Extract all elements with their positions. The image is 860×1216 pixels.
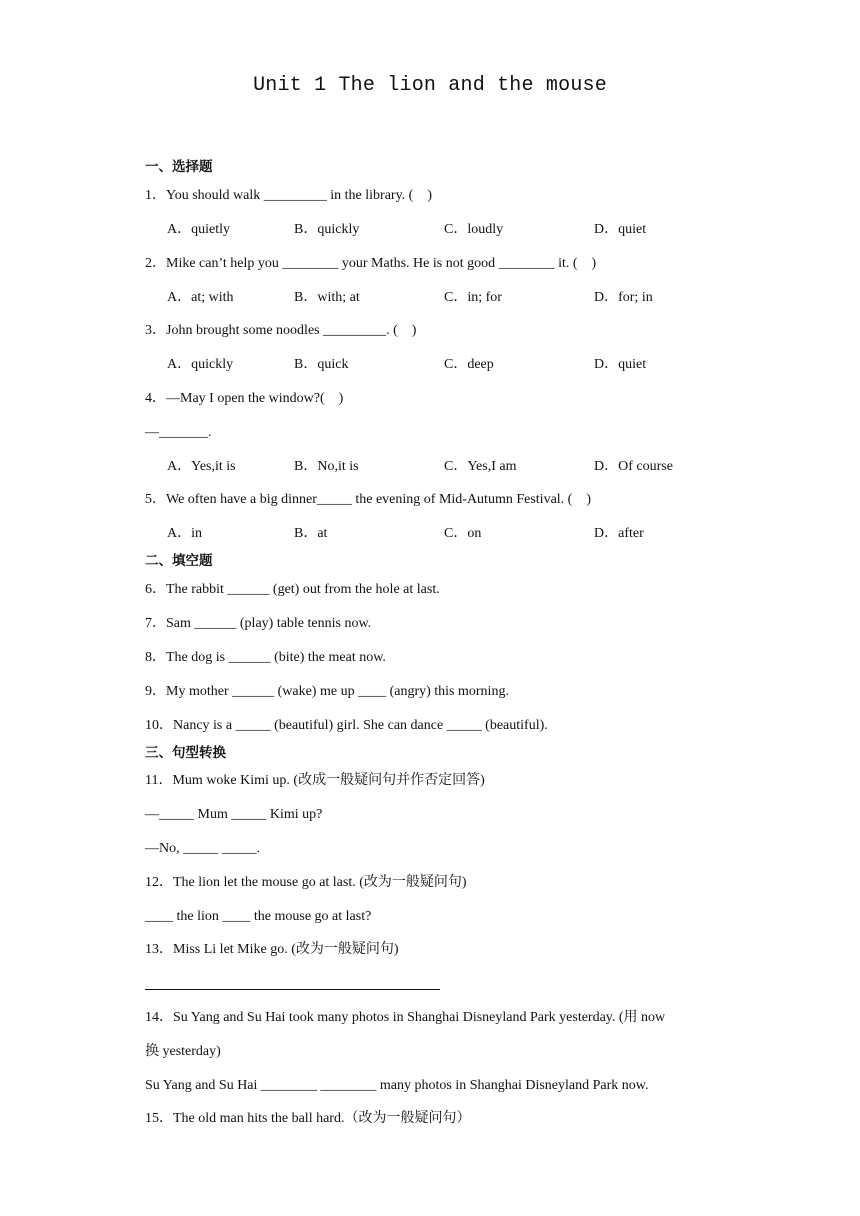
question-4-answer-line: —_______. [145,425,212,440]
question-14-continued: 换 yesterday) [145,1044,221,1059]
question-11-line-2: —No, _____ _____. [145,841,261,856]
question-6: 6．The rabbit ______ (get) out from the hole at last. [145,582,440,597]
option-c: C．deep [444,357,494,372]
question-1: 1．You should walk _________ in the library. ( ) [145,188,432,203]
question-12: 12．The lion let the mouse go at last. (改为一般疑问句) [145,875,467,890]
question-5: 5．We often have a big dinner_____ the evening of Mid-Autumn Festival. ( ) [145,492,591,507]
question-14-line-1: Su Yang and Su Hai ________ ________ many photos in Shanghai Disneyland Park now. [145,1078,649,1093]
option-a: A．quietly [167,222,230,237]
question-11: 11．Mum woke Kimi up. (改成一般疑问句并作否定回答) [145,773,485,788]
question-9: 9．My mother ______ (wake) me up ____ (angry) this morning. [145,684,509,699]
question-8: 8．The dog is ______ (bite) the meat now. [145,650,386,665]
option-c: C．loudly [444,222,504,237]
option-b: B．at [294,526,328,541]
option-d: D．Of course [594,459,673,474]
question-13-answer-rule [145,989,440,990]
page-title: Unit 1 The lion and the mouse [253,74,607,97]
option-d: D．quiet [594,357,647,372]
option-a: A．quickly [167,357,234,372]
question-14: 14．Su Yang and Su Hai took many photos in Shanghai Disneyland Park yesterday. (用 now [145,1010,666,1025]
option-b: B．quickly [294,222,360,237]
section-heading-fill-blank: 二、填空题 [145,553,213,569]
question-11-line-1: —_____ Mum _____ Kimi up? [145,807,323,822]
question-10: 10．Nancy is a _____ (beautiful) girl. She can dance _____ (beautiful). [145,718,548,733]
option-d: D．after [594,526,644,541]
section-heading-choice: 一、选择题 [145,159,213,175]
question-12-line-1: ____ the lion ____ the mouse go at last? [145,909,372,924]
option-c: C．in; for [444,290,502,305]
option-a: A．Yes,it is [167,459,236,474]
option-c: C．Yes,I am [444,459,517,474]
question-4: 4．—May I open the window?( ) [145,391,344,406]
option-d: D．for; in [594,290,653,305]
question-3: 3．John brought some noodles _________. ( ) [145,323,417,338]
question-15: 15．The old man hits the ball hard.（改为一般疑问句） [145,1111,471,1126]
question-7: 7．Sam ______ (play) table tennis now. [145,616,372,631]
option-c: C．on [444,526,482,541]
option-d: D．quiet [594,222,647,237]
option-b: B．with; at [294,290,360,305]
option-a: A．at; with [167,290,234,305]
option-b: B．quick [294,357,349,372]
question-2: 2．Mike can’t help you ________ your Maths. He is not good ________ it. ( ) [145,256,597,271]
question-13: 13．Miss Li let Mike go. (改为一般疑问句) [145,942,399,957]
option-a: A．in [167,526,202,541]
option-b: B．No,it is [294,459,359,474]
section-heading-sentence-transform: 三、句型转换 [145,745,226,761]
